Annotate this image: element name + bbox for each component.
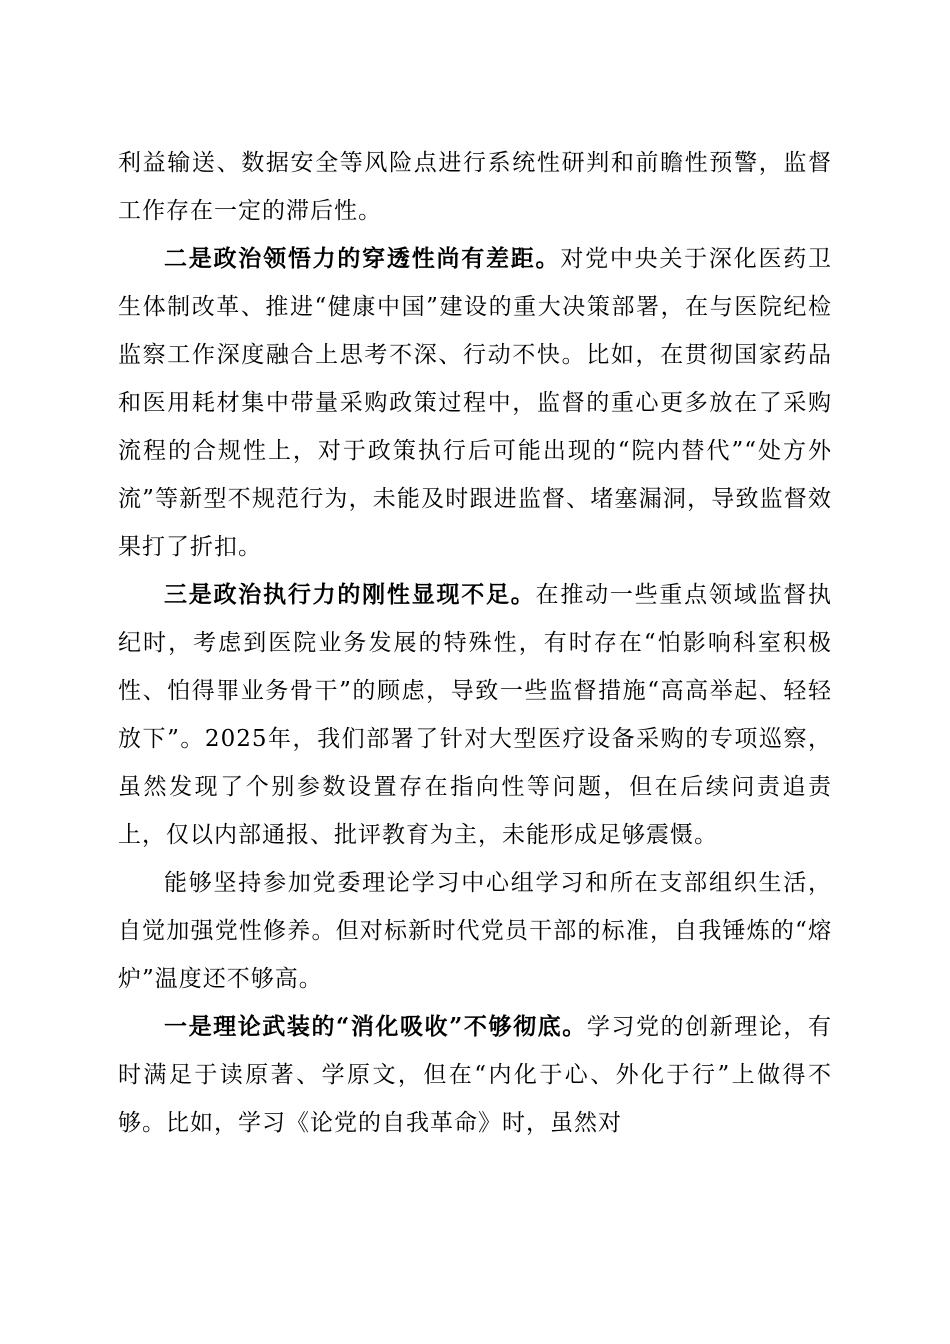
paragraph-party-spirit — [118, 859, 832, 1003]
paragraph-political-execution — [118, 571, 832, 859]
paragraph-lead: 三是政治执行力的刚性显现不足。 — [164, 581, 536, 608]
body-text — [118, 139, 832, 1147]
paragraph-text: 对党中央关于深化医药卫生体制改革、推进“健康中国”建设的重大决策部署，在与医院纪检监察工作深度融合上思考不深、行动不快。比如，在贯彻国家药品和医用耗材集中带量采购政策过程中，监督的重心更多放在了采购流程的合规性上，对于政策执行后可能出现的“院内替代”“处方外流”等新型不规范行为，未能及时跟进监督、堵塞漏洞，导致监督效果打了折扣。 — [118, 246, 833, 560]
paragraph-text: 能够坚持参加党委理论学习中心组学习和所在支部组织生活，自觉加强党性修养。但对标新时代党员干部的标准，自我锤炼的“熔炉”温度还不够高。 — [118, 870, 832, 992]
paragraph-theory-study — [118, 1003, 832, 1147]
paragraph-text: 学习党的创新理论，有时满足于读原著、学原文，但在“内化于心、外化于行”上做得不够。比如，学习《论党的自我革命》时，虽然对 — [118, 1014, 833, 1136]
paragraph-text: 在推动一些重点领域监督执纪时，考虑到医院业务发展的特殊性，有时存在“怕影响科室积极性、怕得罪业务骨干”的顾虑，导致一些监督措施“高高举起、轻轻放下”。2025年，我们部署了针对大型医疗设备采购的专项巡察，虽然发现了个别参数设置存在指向性等问题，但在后续问责追责上，仅以内部通报、批评教育为主，未能形成足够震慑。 — [118, 582, 833, 848]
paragraph-lead: 一是理论武装的“消化吸收”不够彻底。 — [164, 1013, 587, 1040]
paragraph-continuation — [118, 139, 832, 235]
paragraph-text: 利益输送、数据安全等风险点进行系统性研判和前瞻性预警，监督工作存在一定的滞后性。 — [118, 150, 832, 224]
paragraph-political-comprehension — [118, 235, 832, 571]
paragraph-lead: 二是政治领悟力的穿透性尚有差距。 — [164, 245, 561, 272]
